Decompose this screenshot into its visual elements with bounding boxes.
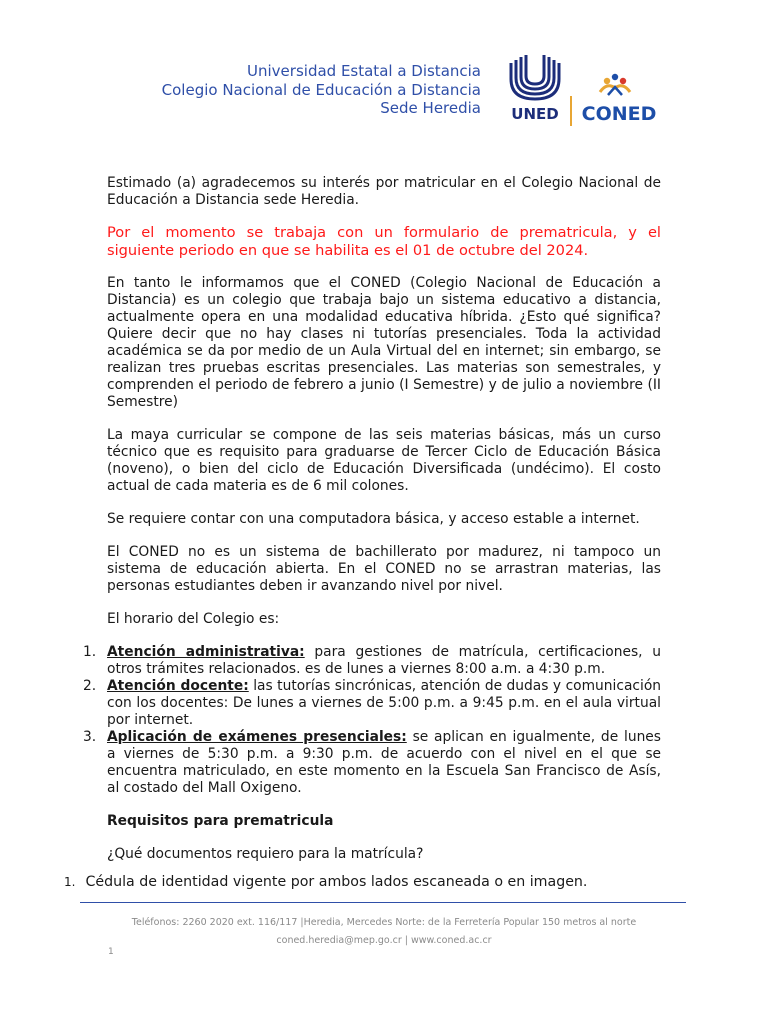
documents-question: ¿Qué documentos requiero para la matrícula?	[107, 846, 424, 862]
coned-logo	[580, 70, 658, 126]
schedule-list	[83, 644, 662, 797]
requirements-heading: Requisitos para prematricula	[107, 813, 334, 829]
footer-contact: Teléfonos: 2260 2020 ext. 116/117 |Heredia, Mercedes Norte: de la Ferretería Popular 150 metros al norte	[131, 917, 637, 928]
uned-logo	[509, 53, 561, 123]
system-paragraph: El CONED no es un sistema de bachillerato por madurez, ni tampoco un sistema de educación abierta. En el CONED no se arrastran materias, las personas estudiantes deben ir avanzando nivel por nivel.	[107, 544, 661, 594]
schedule-item-number: 1.	[83, 644, 97, 660]
schedule-item-text: las tutorías sincrónicas, atención de dudas y comunicación con los docentes: De lunes a viernes de 5:00 p.m. a 9:45 p.m. en el aula virtual por internet.	[107, 678, 662, 728]
page-number: 1	[108, 947, 114, 957]
schedule-item	[83, 678, 662, 729]
university-name: Universidad Estatal a Distancia	[247, 62, 481, 80]
schedule-item-title: Atención docente:	[107, 678, 249, 694]
footer	[0, 914, 768, 950]
logo-divider	[570, 96, 572, 126]
requirements-paragraph: Se requiere contar con una computadora básica, y acceso estable a internet.	[107, 511, 640, 527]
intro-paragraph: Estimado (a) agradecemos su interés por matricular en el Colegio Nacional de Educación a Distancia sede Heredia.	[107, 175, 661, 208]
prematricula-notice: Por el momento se trabaja con un formulario de prematricula, y el siguiente periodo en que se habilita es el 01 de octubre del 2024.	[107, 224, 661, 259]
letter-body	[83, 175, 662, 863]
footer-divider	[80, 902, 686, 903]
letterhead	[0, 0, 768, 140]
footer-email-web: coned.heredia@mep.go.cr | www.coned.ac.cr	[276, 935, 492, 946]
schedule-item	[83, 729, 661, 797]
schedule-item-text: se aplican en igualmente, de lunes a viernes de 5:30 p.m. a 9:30 p.m. de acuerdo con el nivel en el que se encuentra matriculado, en este momento en la Escuela San Francisco de Asís, al costado del Mall Oxigeno.	[107, 729, 661, 796]
coned-logo-wordmark: CONED	[581, 103, 657, 125]
schedule-item-number: 3.	[83, 729, 97, 745]
schedule-item-title: Atención administrativa:	[107, 644, 305, 660]
document-item-number: 1.	[64, 875, 76, 889]
coned-info-paragraph: En tanto le informamos que el CONED (Colegio Nacional de Educación a Distancia) es un colegio que trabaja bajo un sistema educativo a distancia, actualmente opera en una modalidad educativa híbrida. ¿Esto qué significa? Quiere decir que no hay clases ni tutorías presenciales. Toda la actividad académica se da por medio de un Aula Virtual del en internet; sin embargo, se realizan tres pruebas escritas presenciales. Las materias son semestrales, y comprenden el periodo de febrero a junio (I Semestre) y de julio a noviembre (II Semestre)	[107, 275, 661, 410]
schedule-item-title: Aplicación de exámenes presenciales:	[107, 729, 407, 745]
document-item-text: Cédula de identidad vigente por ambos lados escaneada o en imagen.	[85, 874, 588, 890]
curriculum-paragraph: La maya curricular se compone de las seis materias básicas, más un curso técnico que es requisito para graduarse de Tercer Ciclo de Educación Básica (noveno), o bien del ciclo de Educación Diversificada (undécimo). El costo actual de cada materia es de 6 mil colones.	[107, 427, 661, 494]
institution-lines	[162, 62, 481, 118]
schedule-item-text: para gestiones de matrícula, certificaciones, u otros trámites relacionados. es de lunes a viernes 8:00 a.m. a 4:30 p.m.	[107, 644, 662, 677]
college-name: Colegio Nacional de Educación a Distancia	[161, 80, 481, 99]
schedule-item-number: 2.	[83, 678, 97, 694]
schedule-item	[83, 644, 662, 678]
campus-name: Sede Heredia	[380, 99, 481, 117]
schedule-intro: El horario del Colegio es:	[107, 611, 280, 627]
uned-logo-wordmark: UNED	[511, 105, 559, 123]
document-list-item	[64, 874, 587, 890]
